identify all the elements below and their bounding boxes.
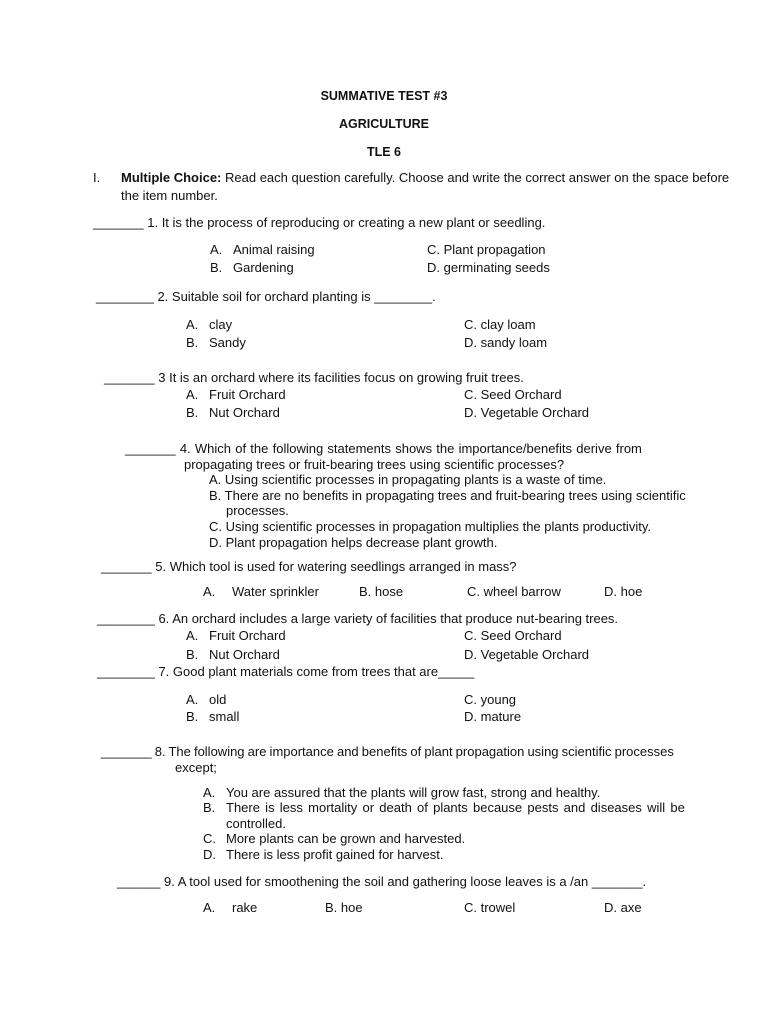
question-text: 3 It is an orchard where its facilities focus on growing fruit trees.: [154, 370, 524, 385]
q6-option-a: Fruit Orchard: [209, 628, 286, 643]
q3-option-c: C. Seed Orchard: [464, 387, 562, 402]
q4-option-a: A. Using scientific processes in propagating plants is a waste of time.: [209, 472, 607, 487]
instructions-text-cont: the item number.: [121, 188, 218, 203]
q4-option-b-cont: processes.: [226, 503, 289, 518]
q4-option-b: B. There are no benefits in propagating trees and fruit-bearing trees using scientific: [209, 488, 686, 503]
grade-title: TLE 6: [366, 145, 402, 159]
section-label: Multiple Choice:: [121, 170, 222, 185]
q2-option-b: Sandy: [209, 335, 246, 350]
answer-blank[interactable]: ________: [96, 289, 154, 304]
q9-option-d: D. axe: [604, 900, 642, 915]
q8-option-a-letter: A.: [203, 785, 216, 800]
q7-option-c: C. young: [464, 692, 517, 707]
q9-option-a: rake: [232, 900, 258, 915]
question-1: [93, 215, 545, 231]
q6-option-c: C. Seed Orchard: [464, 628, 562, 643]
question-text: 2. Suitable soil for orchard planting is ________.: [153, 289, 436, 304]
answer-blank[interactable]: _______: [93, 215, 144, 230]
question-text: 9. A tool used for smoothening the soil and gathering loose leaves is a /an _______.: [160, 874, 647, 889]
q3-option-d: D. Vegetable Orchard: [464, 405, 590, 420]
question-4: _______ 4. Which of the following statements shows the importance/benefits derive from: [125, 441, 642, 456]
q1-option-c: C. Plant propagation: [427, 242, 546, 257]
q8-option-c: More plants can be grown and harvested.: [226, 831, 466, 846]
q8-option-a: You are assured that the plants will grow fast, strong and healthy.: [226, 785, 601, 800]
answer-blank[interactable]: _______: [101, 559, 152, 574]
q6-option-d: D. Vegetable Orchard: [464, 647, 590, 662]
question-5: [101, 559, 517, 575]
q8-option-d-letter: D.: [203, 847, 216, 862]
q7-option-a-letter: A.: [186, 692, 199, 707]
q9-option-a-letter: A.: [203, 900, 216, 915]
q7-option-a: old: [209, 692, 227, 707]
answer-blank[interactable]: _______: [104, 370, 155, 385]
question-text: 7. Good plant materials come from trees that are_____: [154, 664, 475, 679]
answer-blank[interactable]: ________: [97, 664, 155, 679]
q6-option-b: Nut Orchard: [209, 647, 280, 662]
q1-option-a-letter: A.: [210, 242, 223, 257]
q2-option-c: C. clay loam: [464, 317, 536, 332]
q1-option-b: Gardening: [233, 260, 294, 275]
q2-option-b-letter: B.: [186, 335, 199, 350]
q3-option-a: Fruit Orchard: [209, 387, 286, 402]
section-instructions: [121, 170, 729, 186]
test-title: SUMMATIVE TEST #3: [320, 89, 448, 103]
q8-option-b-cont: controlled.: [226, 816, 286, 831]
question-7: [97, 664, 474, 680]
q2-option-a: clay: [209, 317, 233, 332]
q4-option-d: D. Plant propagation helps decrease plant growth.: [209, 535, 498, 550]
q1-option-d: D. germinating seeds: [427, 260, 550, 275]
question-8: _______ 8. The following are importance and benefits of plant propagation using scientific processes: [101, 744, 674, 759]
q3-option-b-letter: B.: [186, 405, 199, 420]
subject-title: AGRICULTURE: [338, 117, 430, 131]
q7-option-d: D. mature: [464, 709, 522, 724]
q9-option-c: C. trowel: [464, 900, 516, 915]
q2-option-a-letter: A.: [186, 317, 199, 332]
question-8-cont: except;: [175, 760, 217, 775]
q5-option-a-letter: A.: [203, 584, 216, 599]
q4-option-c: C. Using scientific processes in propagation multiplies the plants productivity.: [209, 519, 651, 534]
q2-option-d: D. sandy loam: [464, 335, 548, 350]
q8-option-b-letter: B.: [203, 800, 216, 815]
q8-option-d: There is less profit gained for harvest.: [226, 847, 444, 862]
q1-option-a: Animal raising: [233, 242, 315, 257]
answer-blank[interactable]: ______: [117, 874, 161, 889]
q6-option-b-letter: B.: [186, 647, 199, 662]
q5-option-b: B. hose: [359, 584, 404, 599]
q3-option-b: Nut Orchard: [209, 405, 280, 420]
q5-option-c: C. wheel barrow: [467, 584, 561, 599]
question-text: 5. Which tool is used for watering seedlings arranged in mass?: [151, 559, 517, 574]
q7-option-b: small: [209, 709, 240, 724]
section-number: I.: [93, 170, 101, 185]
instructions-text: Read each question carefully. Choose and write the correct answer on the space before: [221, 170, 730, 185]
question-text: 1. It is the process of reproducing or creating a new plant or seedling.: [143, 215, 546, 230]
q7-option-b-letter: B.: [186, 709, 199, 724]
q8-option-c-letter: C.: [203, 831, 216, 846]
q5-option-a: Water sprinkler: [232, 584, 319, 599]
q9-option-b: B. hoe: [325, 900, 363, 915]
question-9: [117, 874, 646, 890]
q3-option-a-letter: A.: [186, 387, 199, 402]
q8-option-b: There is less mortality or death of plants because pests and diseases will be: [226, 800, 685, 815]
answer-blank[interactable]: ________: [97, 611, 155, 626]
q1-option-b-letter: B.: [210, 260, 223, 275]
q5-option-d: D. hoe: [604, 584, 643, 599]
question-text: 6. An orchard includes a large variety of facilities that produce nut-bearing trees.: [154, 611, 619, 626]
q6-option-a-letter: A.: [186, 628, 199, 643]
question-4-cont: propagating trees or fruit-bearing trees using scientific processes?: [184, 457, 565, 472]
question-2: [96, 289, 436, 305]
question-6: [97, 611, 618, 627]
question-3: [104, 370, 524, 386]
